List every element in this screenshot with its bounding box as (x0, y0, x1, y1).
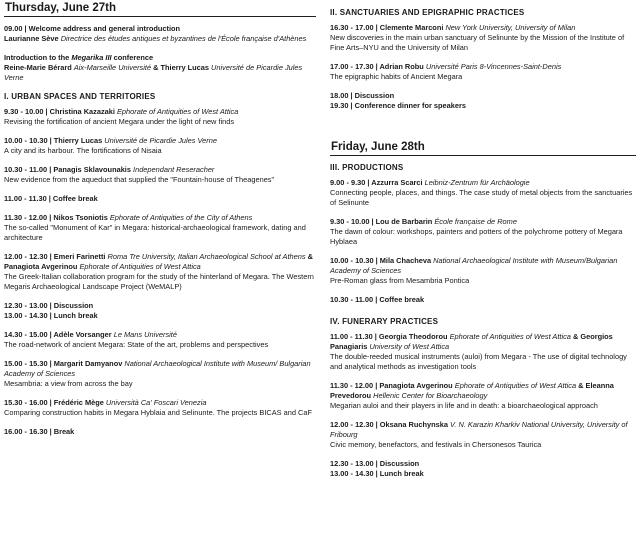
program-entry (4, 398, 316, 418)
time-slot: 14.30 - 15.00 | (4, 330, 54, 339)
time-slot: 9.30 - 10.00 | (330, 217, 376, 226)
speaker-affiliation: Directrice des études antiques et byzantines de l'École française d'Athènes (60, 34, 307, 43)
speaker-affiliation: Ephorate of Antiquities of West Attica (449, 332, 571, 341)
lunch-break: 13.00 - 14.30 | Lunch break (4, 311, 98, 320)
speaker-affiliation: Ephorate of Antiquities of the City of Athens (109, 213, 253, 222)
entry-heading: 09.00 | Welcome address and general introduction (4, 24, 181, 33)
speaker-affiliation: New York University, University of Milan (445, 23, 576, 32)
ampersand: & (305, 252, 313, 261)
program-entry (4, 136, 316, 156)
ampersand: & (570, 332, 581, 341)
talk-title: The road-network of ancient Megara: State of the art, problems and perspectives (4, 340, 269, 349)
speaker-name: Emeri Farinetti (53, 252, 106, 261)
speaker-name: Azzurra Scarci (371, 178, 423, 187)
talk-title: The epigraphic habits of Ancient Megara (330, 72, 463, 81)
speaker-affiliation: Università Ca' Foscari Venezia (105, 398, 207, 407)
program-entry (4, 252, 316, 292)
speaker-affiliation: Roma Tre University, Italian Archaeological School at Athens (107, 252, 306, 261)
speaker-name: Georgios Panagiaris (330, 332, 613, 351)
speaker-affiliation: Ephorate of Antiquities of West Attica (117, 107, 239, 116)
time-slot: 17.00 - 17.30 | (330, 62, 380, 71)
friday-column (330, 0, 636, 488)
program-entry (330, 420, 636, 450)
speaker-name: Thierry Lucas (53, 136, 103, 145)
speaker-affiliation: V. N. Karazin Kharkiv National University, University of Fribourg (330, 420, 628, 439)
program-entry (330, 178, 636, 208)
speaker-affiliation: Hellenic Center for Bioarchaeology (373, 391, 488, 400)
time-slot: 10.00 - 10.30 | (4, 136, 54, 145)
talk-title: New discoveries in the main urban sanctuary of Selinunte by the Mission of the Institute of Fine Arts–NYU and the University of Milan (330, 33, 625, 52)
time-slot: 10.30 - 11.00 | (4, 165, 54, 174)
ampersand: & (151, 63, 161, 72)
section-heading: I. URBAN SPACES AND TERRITORIES (4, 92, 156, 101)
program-entry (330, 62, 636, 82)
section-heading: IV. FUNERARY PRACTICES (330, 317, 439, 326)
speaker-affiliation: National Archaeological Institute with Museum/Bulgarian Academy of Sciences (330, 256, 618, 275)
speaker-name: Eleanna Prevedorou (330, 381, 614, 400)
speaker-affiliation: Université Paris 8-Vincennes-Saint-Denis (425, 62, 562, 71)
program-entry (330, 256, 636, 286)
program-entry (4, 330, 316, 350)
speaker-affiliation: École française de Rome (434, 217, 517, 226)
program-entry (4, 107, 316, 127)
speaker-name: Panagiota Avgerinou (4, 262, 78, 271)
program-entry (4, 24, 316, 44)
time-slot: 9.30 - 10.00 | (4, 107, 50, 116)
speaker-affiliation: Le Mans Université (113, 330, 177, 339)
speaker-affiliation: National Archaeological Institute with Museum/ Bulgarian Academy of Sciences (4, 359, 311, 378)
entry-heading (4, 53, 316, 63)
coffee-break: 11.00 - 11.30 | Coffee break (4, 194, 98, 203)
program-entry (4, 53, 316, 83)
program-entry (4, 165, 316, 185)
program-entry (330, 332, 636, 372)
time-slot: 12.00 - 12.30 | (4, 252, 54, 261)
talk-title: Revising the fortification of ancient Megara under the light of new finds (4, 117, 235, 126)
discussion-slot: 12.30 - 13.00 | Discussion (330, 459, 420, 468)
time-slot: 11.30 - 12.00 | (330, 381, 380, 390)
section-heading: III. PRODUCTIONS (330, 163, 404, 172)
heading-text: conference (111, 53, 154, 62)
heading-text: Introduction to the (4, 53, 72, 62)
program-entry (4, 213, 316, 243)
talk-title: The so-called "Monument of Kar" in Megara: historical-archaeological framework, dating and architecture (4, 223, 306, 242)
time-slot: 15.30 - 16.00 | (4, 398, 54, 407)
speaker-name: Thierry Lucas (160, 63, 209, 72)
speaker-name: Christina Kazazaki (49, 107, 115, 116)
discussion-slot: 18.00 | Discussion (330, 91, 395, 100)
day-heading-friday: Friday, June 28th (330, 139, 636, 156)
talk-title: Mesambria: a view from across the bay (4, 379, 133, 388)
speaker-name: Mila Chacheva (379, 256, 432, 265)
speaker-affiliation: Independant Reseracher (133, 165, 215, 174)
time-slot: 16.30 - 17.00 | (330, 23, 380, 32)
speaker-name: Clemente Marconi (379, 23, 444, 32)
time-slot: 10.00 - 10.30 | (330, 256, 380, 265)
time-slot: 9.00 - 9.30 | (330, 178, 372, 187)
speaker-name: Laurianne Sève (4, 34, 59, 43)
lunch-break: 13.00 - 14.30 | Lunch break (330, 469, 424, 478)
speaker-affiliation: Ephorate of Antiquities of West Attica (454, 381, 577, 390)
program-entry (4, 359, 316, 389)
speaker-name: Oksana Ruchynska (379, 420, 448, 429)
talk-title: Pre-Roman glass from Mesambria Pontica (330, 276, 470, 285)
program-entry (330, 23, 636, 53)
ampersand: & (576, 381, 586, 390)
break-slot: 16.00 - 16.30 | Break (4, 427, 75, 436)
speaker-affiliation: Université de Picardie Jules Verne (4, 63, 303, 82)
speaker-name: Georgia Theodorou (378, 332, 448, 341)
time-slot: 12.00 - 12.30 | (330, 420, 380, 429)
time-slot: 11.30 - 12.00 | (4, 213, 54, 222)
program-entry (330, 381, 636, 411)
conference-name: Megarika III (71, 53, 112, 62)
program-entry (4, 301, 316, 321)
talk-title: New evidence from the aqueduct that supplied the "Fountain-house of Theagenes" (4, 175, 275, 184)
time-slot: 11.00 - 11.30 | (330, 332, 379, 341)
program-entry (330, 217, 636, 247)
time-slot: 15.00 - 15.30 | (4, 359, 54, 368)
speaker-affiliation: Leibniz-Zentrum für Archäologie (424, 178, 530, 187)
speaker-name: Lou de Barbarin (375, 217, 433, 226)
speaker-affiliation: Université de Picardie Jules Verne (104, 136, 217, 145)
talk-title: The dawn of colour: workshops, painters and potters of the polychrome pottery of Megara Hyblaea (330, 227, 623, 246)
speaker-name: Panagiota Avgerinou (379, 381, 453, 390)
talk-title: Megarian auloi and their players in life and in death: a bioarchaeological approach (330, 401, 598, 410)
day-heading-thursday: Thursday, June 27th (4, 0, 316, 17)
program-entry (330, 91, 636, 111)
speaker-affiliation: Ephorate of Antiquities of West Attica (79, 262, 201, 271)
talk-title: A city and its harbour. The fortifications of Nisaia (4, 146, 162, 155)
program-entry (330, 295, 636, 305)
talk-title: Comparing construction habits in Megara Hyblaia and Selinunte. The projects BICAS and CaF (4, 408, 312, 417)
speaker-name: Adèle Vorsanger (53, 330, 112, 339)
section-heading: II. SANCTUARIES AND EPIGRAPHIC PRACTICES (330, 8, 525, 17)
discussion-slot: 12.30 - 13.00 | Discussion (4, 301, 94, 310)
speaker-name: Margarit Damyanov (53, 359, 123, 368)
coffee-break: 10.30 - 11.00 | Coffee break (330, 295, 425, 304)
talk-title: The double-reeded musical instruments (auloi) from Megara - The use of digital technology and analytical methods as investigation tools (330, 352, 627, 371)
talk-title: The Greek-Italian collaboration program for the study of the hinterland of Megara. The Western Megaris Archaeological Landscape Project (WeMALP) (4, 272, 314, 291)
speaker-name: Nikos Tsoniotis (53, 213, 108, 222)
program-entry (4, 194, 316, 204)
talk-title: Connecting people, places, and things. The case study of metal objects from the sanctuaries of Selinunte (330, 188, 633, 207)
thursday-column (4, 0, 316, 446)
speaker-name: Adrian Robu (379, 62, 424, 71)
program-entry (4, 427, 316, 437)
speaker-affiliation: Aix-Marseille Université (73, 63, 152, 72)
speaker-affiliation: University of West Attica (369, 342, 450, 351)
program-entry (330, 459, 636, 479)
speaker-name: Frédéric Mège (53, 398, 104, 407)
dinner-slot: 19.30 | Conference dinner for speakers (330, 101, 466, 110)
speaker-name: Panagis Sklavounakis (53, 165, 131, 174)
speaker-name: Reine-Marie Bérard (4, 63, 72, 72)
talk-title: Civic memory, benefactors, and festivals in Chersonesos Taurica (330, 440, 542, 449)
